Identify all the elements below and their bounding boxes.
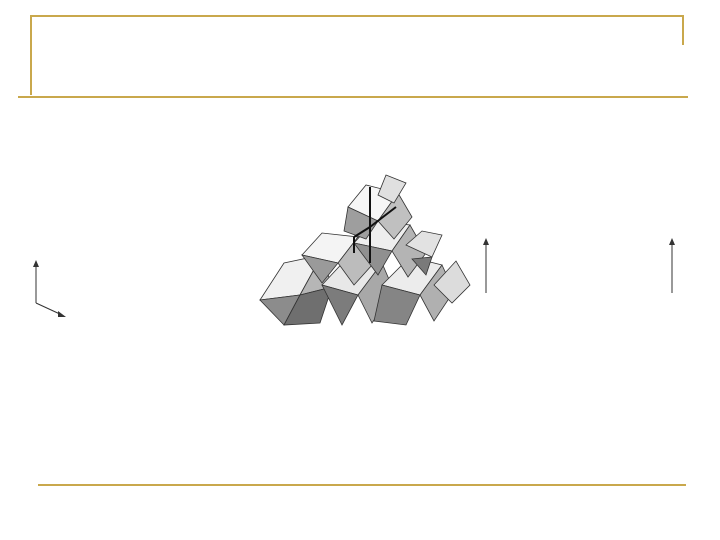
panel-c-axes (483, 238, 675, 293)
panel-b-perspective (260, 175, 470, 325)
panel-a-axes (33, 260, 66, 317)
frame-top-line (30, 15, 684, 17)
frame-right-line (682, 15, 684, 45)
title-underline (18, 96, 688, 98)
bottom-rule (38, 484, 686, 486)
corundum-structure-figure (22, 135, 692, 370)
frame-left-line (30, 15, 32, 95)
